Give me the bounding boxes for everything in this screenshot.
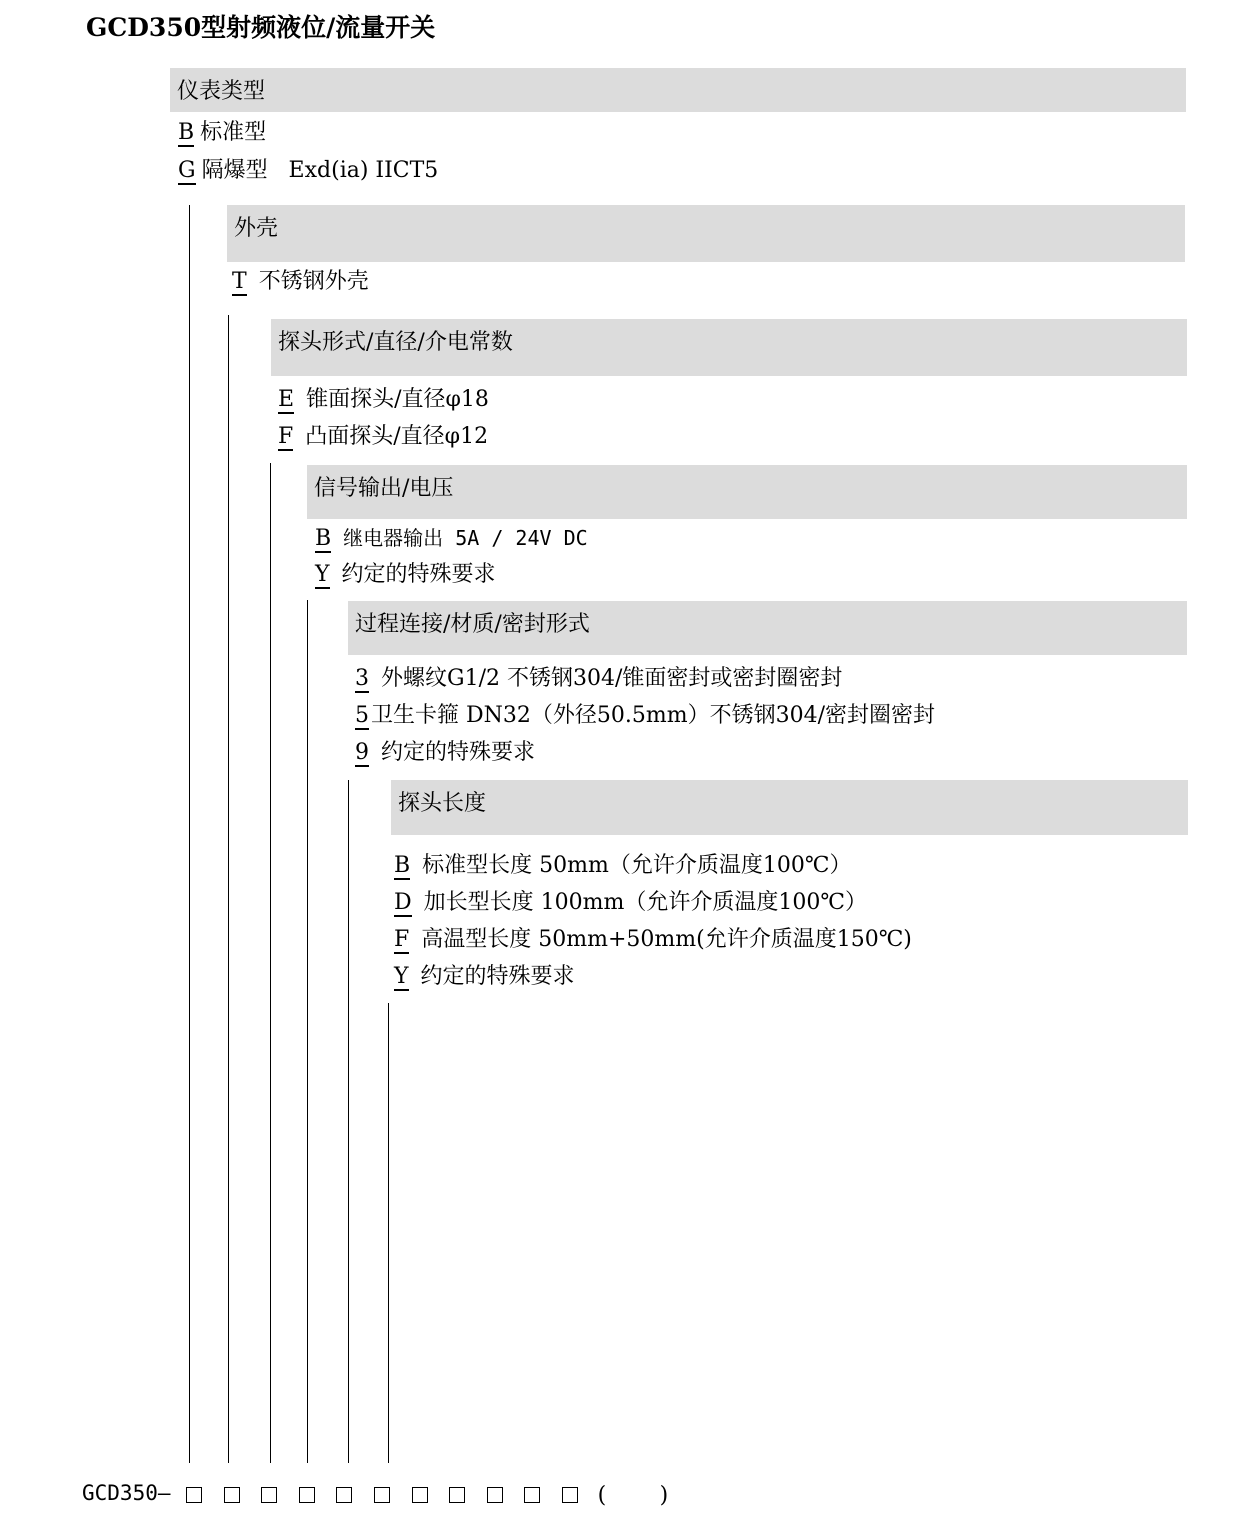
option-code: D [394, 890, 412, 915]
option-row [178, 156, 438, 186]
section-heading-band [227, 205, 1185, 262]
code-box [336, 1487, 352, 1503]
code-box [562, 1487, 578, 1503]
option-row [394, 962, 575, 992]
model-code-prefix: GCD350— [82, 1481, 171, 1505]
option-code: F [278, 424, 294, 449]
connector-line [307, 600, 308, 1463]
option-label: 锥面探头/直径φ18 [306, 387, 489, 412]
option-code: 9 [355, 740, 369, 765]
option-code: 3 [355, 666, 369, 691]
option-row [355, 738, 535, 768]
option-row [394, 851, 851, 881]
option-label: 高温型长度 50mm+50mm(允许介质温度150℃) [421, 927, 912, 952]
option-code: Y [315, 562, 330, 587]
code-box [487, 1487, 503, 1503]
code-box [449, 1487, 465, 1503]
option-label: 加长型长度 100mm（允许介质温度100℃） [423, 890, 867, 915]
code-box [374, 1487, 390, 1503]
option-code: B [178, 120, 195, 145]
option-label: 不锈钢外壳 [258, 269, 369, 294]
section-heading: 外壳 [234, 216, 279, 241]
option-row [394, 925, 912, 955]
option-label: 约定的特殊要求 [341, 562, 496, 587]
option-code: B [394, 853, 411, 878]
section-heading-band [170, 68, 1186, 112]
option-code: G [178, 158, 196, 183]
section-heading-band [391, 780, 1188, 835]
section-heading: 信号输出/电压 [314, 476, 454, 501]
connector-line [388, 1003, 389, 1463]
option-row [278, 422, 488, 452]
connector-line [228, 315, 229, 1463]
code-box [299, 1487, 315, 1503]
option-row [315, 560, 496, 590]
option-code: B [315, 526, 332, 551]
option-label: 继电器输出 5A / 24V DC [343, 526, 588, 550]
code-box [224, 1487, 240, 1503]
page-title: GCD350型射频液位/流量开关 [86, 13, 436, 42]
option-row [178, 118, 266, 148]
option-code: T [232, 269, 247, 294]
section-heading-band [348, 601, 1187, 655]
option-label: 卫生卡箍 DN32（外径50.5mm）不锈钢304/密封圈密封 [371, 703, 935, 728]
option-row [394, 888, 867, 918]
paren-close: ) [659, 1483, 669, 1508]
section-heading-band [307, 465, 1187, 519]
option-row [315, 523, 588, 553]
section-heading: 仪表类型 [177, 79, 266, 104]
connector-line [270, 463, 271, 1463]
section-heading: 探头长度 [398, 791, 487, 816]
option-label: 隔爆型 Exd(ia) IICT5 [201, 158, 439, 183]
option-row [232, 267, 369, 297]
option-label: 凸面探头/直径φ12 [305, 424, 489, 449]
option-code: 5 [355, 703, 369, 728]
code-box [261, 1487, 277, 1503]
connector-line [348, 780, 349, 1463]
option-code: F [394, 927, 410, 952]
code-box [524, 1487, 540, 1503]
option-row [278, 385, 489, 415]
section-heading: 过程连接/材质/密封形式 [355, 612, 590, 637]
option-label: 约定的特殊要求 [420, 964, 575, 989]
option-row [355, 664, 842, 694]
code-box [186, 1487, 202, 1503]
paren-open: ( [597, 1483, 607, 1508]
option-label: 标准型 [200, 120, 267, 145]
section-heading: 探头形式/直径/介电常数 [278, 330, 513, 355]
option-label: 标准型长度 50mm（允许介质温度100℃） [422, 853, 852, 878]
code-box [412, 1487, 428, 1503]
option-code: E [278, 387, 295, 412]
option-label: 外螺纹G1/2 不锈钢304/锥面密封或密封圈密封 [381, 666, 843, 691]
option-row [355, 701, 935, 731]
option-label: 约定的特殊要求 [381, 740, 536, 765]
section-heading-band [271, 319, 1187, 376]
option-code: Y [394, 964, 409, 989]
connector-line [189, 205, 190, 1463]
